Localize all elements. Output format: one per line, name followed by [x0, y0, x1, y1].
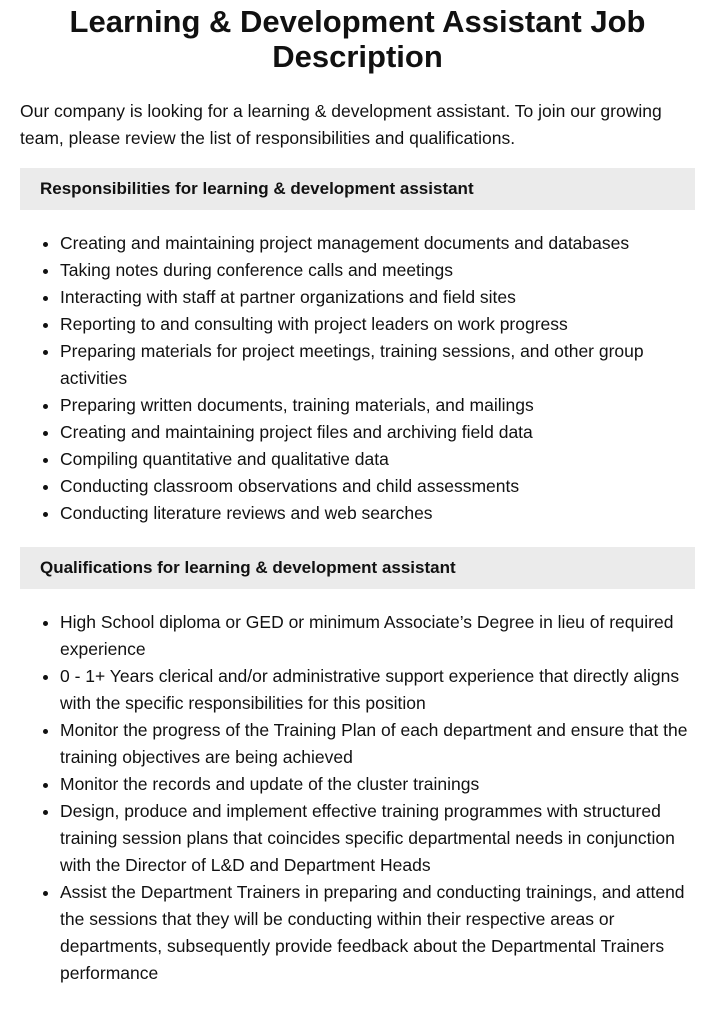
- list-item: • Taking notes during conference calls and meetings: [60, 257, 695, 284]
- list-item: • Creating and maintaining project management documents and databases: [60, 230, 695, 257]
- list-item: • Compiling quantitative and qualitative data: [60, 446, 695, 473]
- list-item: • Assist the Department Trainers in preparing and conducting trainings, and attend the sessions that they will be conducting within their respective areas or departments, subsequently provide feedback about the Departmental Trainers performance: [60, 879, 695, 987]
- list-item: • Monitor the records and update of the cluster trainings: [60, 771, 695, 798]
- qualifications-list: [20, 609, 695, 987]
- list-item: • Preparing written documents, training materials, and mailings: [60, 392, 695, 419]
- list-item: • Monitor the progress of the Training Plan of each department and ensure that the training objectives are being achieved: [60, 717, 695, 771]
- list-item: • Preparing materials for project meetings, training sessions, and other group activities: [60, 338, 695, 392]
- list-item: • Interacting with staff at partner organizations and field sites: [60, 284, 695, 311]
- list-item: • Conducting literature reviews and web searches: [60, 500, 695, 527]
- qualifications-heading: Qualifications for learning & development assistant: [20, 547, 695, 589]
- page-title: Learning & Development Assistant Job Description: [69, 4, 646, 74]
- list-item: • Design, produce and implement effective training programmes with structured training session plans that coincides specific departmental needs in conjunction with the Director of L&D and Department Heads: [60, 798, 695, 879]
- list-item: • Conducting classroom observations and child assessments: [60, 473, 695, 500]
- list-item: • Reporting to and consulting with project leaders on work progress: [60, 311, 695, 338]
- responsibilities-heading: Responsibilities for learning & development assistant: [20, 168, 695, 210]
- list-item: • 0 - 1+ Years clerical and/or administrative support experience that directly aligns with the specific responsibilities for this position: [60, 663, 695, 717]
- responsibilities-list: [20, 230, 695, 527]
- list-item: • Creating and maintaining project files and archiving field data: [60, 419, 695, 446]
- list-item: • High School diploma or GED or minimum Associate’s Degree in lieu of required experience: [60, 609, 695, 663]
- intro-text: Our company is looking for a learning & development assistant. To join our growing team, please review the list of responsibilities and qualifications.: [20, 101, 662, 148]
